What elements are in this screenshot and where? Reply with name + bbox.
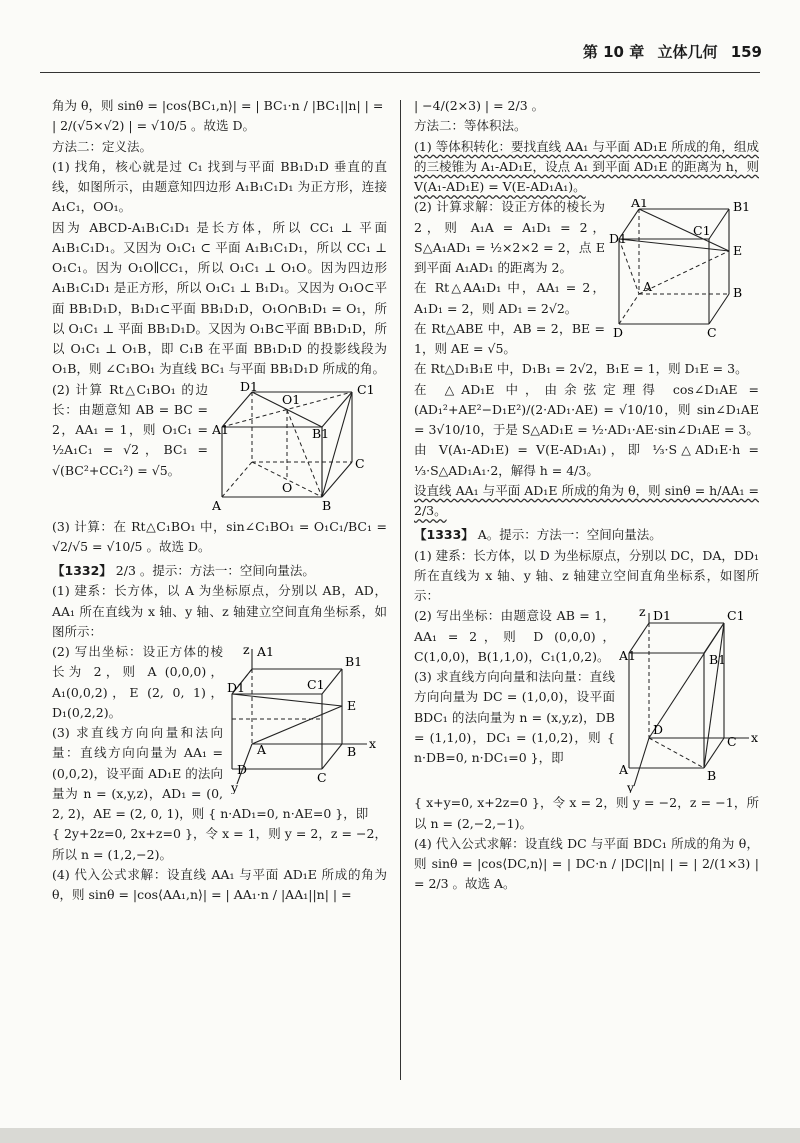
svg-text:x: x — [369, 736, 377, 751]
svg-text:C: C — [355, 455, 365, 471]
text-line: 在 Rt△AA₁D₁ 中，AA₁ = 2，A₁D₁ = 2，则 AD₁ = 2√2。 — [414, 280, 605, 316]
text-line: 在 Rt△D₁B₁E 中，D₁B₁ = 2√2，B₁E = 1，则 D₁E = 3。 — [414, 361, 748, 377]
svg-text:C1: C1 — [693, 223, 711, 239]
svg-text:y: y — [231, 780, 239, 794]
svg-text:B: B — [707, 768, 717, 784]
svg-text:A: A — [212, 497, 222, 513]
cube-figure-2 — [609, 199, 759, 344]
text-line: 设直线 AA₁ 与平面 AD₁E 所成的角为 θ，则 sinθ = h/AA₁ = 2/3。 — [414, 482, 759, 518]
problem-number: 【1333】 — [414, 527, 474, 543]
svg-text:A: A — [257, 742, 267, 757]
svg-text:C1: C1 — [357, 381, 375, 397]
text-line: (2) 写出坐标：由题意设 AB = 1，AA₁ = 2，则 D (0,0,0)，C(1,0,0)，B(1,1,0)，C₁(1,0,2)。 — [414, 608, 615, 664]
svg-text:C: C — [707, 325, 717, 341]
cuboid-figure-1 — [212, 382, 387, 517]
svg-text:B1: B1 — [312, 425, 330, 441]
svg-text:A: A — [643, 279, 653, 295]
figure-cube-2-wrap — [609, 199, 759, 344]
svg-text:A1: A1 — [257, 644, 274, 659]
svg-text:y: y — [627, 780, 635, 794]
text-line: (2) 写出坐标：设正方体的棱长为 2，则 A (0,0,0)，A₁(0,0,2)，E (2, 0, 1)，D₁(0,2,2)。 — [52, 644, 223, 720]
svg-text:D1: D1 — [240, 381, 258, 394]
svg-text:A1: A1 — [631, 199, 648, 211]
svg-text:E: E — [733, 243, 743, 259]
svg-text:D1: D1 — [227, 680, 245, 695]
text-line: (1) 找角，核心就是过 C₁ 找到与平面 BB₁D₁D 垂直的直线，如图所示，由题意知四边形 A₁B₁C₁D₁ 为正方形，连接 A₁C₁，OO₁。 — [52, 158, 387, 215]
text-line: (3) 计算：在 Rt△C₁BO₁ 中，sin∠C₁BO₁ = O₁C₁/BC₁ = √2/√5 = √10/5 。故选 D。 — [52, 518, 387, 554]
cube-figure-1332 — [227, 644, 387, 794]
figure-cuboid-1333-wrap — [619, 608, 759, 793]
text-line: 角为 θ，则 sinθ = |cos⟨BC₁,n⟩| = | BC₁·n / |BC₁||n| | = — [52, 98, 384, 113]
svg-text:x: x — [751, 730, 759, 746]
svg-text:z: z — [243, 644, 250, 657]
cuboid-figure-1333 — [619, 608, 759, 793]
svg-text:A1: A1 — [212, 421, 229, 437]
text-line: 由 V(A₁-AD₁E) = V(E-AD₁A₁)，即 ⅓·S△AD₁E·h = ⅓·S△AD₁A₁·2，解得 h = 4/3。 — [414, 442, 759, 478]
svg-text:D: D — [653, 722, 664, 738]
figure-cuboid-1-wrap — [212, 382, 387, 517]
svg-text:D1: D1 — [653, 608, 671, 624]
svg-text:C: C — [317, 770, 327, 785]
right-column — [414, 96, 759, 895]
text-line: { x+y=0, x+2z=0 }，令 x = 2，则 y = −2，z = −1，所以 n = (2,−2,−1)。 — [414, 795, 759, 831]
svg-text:A: A — [619, 762, 629, 778]
page-header — [575, 40, 762, 64]
text-line: A。提示：方法一：空间向量法。 — [477, 527, 662, 543]
svg-text:C: C — [727, 734, 737, 750]
svg-text:O1: O1 — [282, 391, 301, 407]
svg-text:O: O — [282, 479, 293, 495]
svg-text:B1: B1 — [733, 199, 751, 215]
text-line: 在 Rt△ABE 中，AB = 2，BE = 1，则 AE = √5。 — [414, 320, 605, 356]
text-line: (3) 求直线方向向量和法向量：直线方向向量为 AA₁ = (0,0,2)，设平面 AD₁E 的法向量为 n = (x,y,z)，AD₁ = (0, 2, 2)，AE = (2, 0, 1)，则 { n·AD₁=0, n·AE=0 }，即 — [52, 725, 369, 821]
svg-text:B: B — [733, 285, 743, 301]
svg-text:C1: C1 — [727, 608, 745, 624]
chapter-title: 立体几何 — [657, 43, 718, 61]
text-line: (2) 计算 Rt△C₁BO₁ 的边长：由题意知 AB = BC = 2，AA₁ = 1，则 O₁C₁ = ½A₁C₁ = √2，BC₁ = √(BC²+CC₁²) = √5。 — [52, 381, 208, 478]
text-line: (1) 等体积转化：要找直线 AA₁ 与平面 AD₁E 所成的角，组成的三棱锥为 A₁-AD₁E，设点 A₁ 到平面 AD₁E 的距离为 h，则 V(A₁-AD₁E) = V(E-AD₁A₁)。 — [414, 138, 759, 194]
scan-edge-shade — [0, 1128, 800, 1143]
svg-text:B1: B1 — [709, 652, 727, 668]
text-line: 方法二：等体积法。 — [414, 118, 527, 134]
svg-text:z: z — [639, 608, 646, 620]
svg-text:B1: B1 — [345, 654, 363, 669]
text-line: (1) 建系：长方体，以 D 为坐标原点，分别以 DC，DA，DD₁ 所在直线为 x 轴、y 轴、z 轴建立空间直角坐标系，如图所示： — [414, 547, 759, 603]
text-line: (3) 求直线方向向量和法向量：直线方向向量为 DC = (1,0,0)，设平面 BDC₁ 的法向量为 n = (x,y,z)，DB = (1,1,0)，DC₁ = (1,0,2)，则 { n·DB=0, n·DC₁=0 }，即 — [414, 669, 615, 765]
svg-text:E: E — [347, 698, 357, 713]
text-line: 在 △AD₁E 中，由余弦定理得 cos∠D₁AE = (AD₁²+AE²−D₁E²)/(2·AD₁·AE) = √10/10，则 sin∠D₁AE = 3√10/10，于是 S△AD₁E = ½·AD₁·AE·sin∠D₁AE = 3。 — [414, 381, 759, 437]
figure-cube-1332-wrap — [227, 644, 387, 794]
text-line: (1) 建系：长方体，以 A 为坐标原点，分别以 AB，AD，AA₁ 所在直线为 x 轴、y 轴、z 轴建立空间直角坐标系，如图所示： — [52, 583, 387, 639]
text-line: { 2y+2z=0, 2x+z=0 }，令 x = 1，则 y = 2，z = −2，所以 n = (1,2,−2)。 — [52, 826, 387, 862]
chapter-label: 第 10 章 — [582, 43, 645, 61]
text-line: 方法二：定义法。 — [52, 138, 153, 154]
svg-text:D1: D1 — [609, 231, 627, 247]
svg-text:D: D — [237, 762, 248, 777]
text-line: 2/3 。提示：方法一：空间向量法。 — [115, 563, 315, 578]
text-line: | 2/(√5×√2) | = √10/5 。故选 D。 — [52, 118, 256, 134]
svg-text:A1: A1 — [619, 648, 636, 664]
text-line: (2) 计算求解：设正方体的棱长为 2，则 A₁A = A₁D₁ = 2，S△A₁AD₁ = ½×2×2 = 2，点 E 到平面 A₁AD₁ 的距离为 2。 — [414, 199, 605, 275]
svg-text:D: D — [613, 325, 624, 341]
problem-1333 — [414, 525, 759, 545]
problem-number: 【1332】 — [52, 563, 112, 578]
text-line: (4) 代入公式求解：设直线 DC 与平面 BDC₁ 所成的角为 θ，则 sinθ = |cos⟨DC,n⟩| = | DC·n / |DC||n| | = | 2/(1×3) | = 2/3 。故选 A。 — [414, 835, 759, 892]
page-number: 159 — [730, 43, 762, 61]
text-line: (4) 代入公式求解：设直线 AA₁ 与平面 AD₁E 所成的角为 θ，则 sinθ = |cos⟨AA₁,n⟩| = | AA₁·n / |AA₁||n| | = — [52, 866, 387, 902]
left-column — [52, 96, 387, 905]
svg-text:B: B — [322, 497, 332, 513]
svg-text:B: B — [347, 744, 357, 759]
column-divider — [400, 100, 401, 1080]
text-line: | −4/(2×3) | = 2/3 。 — [414, 98, 545, 113]
svg-text:C1: C1 — [307, 677, 325, 692]
header-rule — [40, 72, 760, 73]
problem-1332 — [52, 561, 387, 581]
text-line: 因为 ABCD-A₁B₁C₁D₁ 是长方体，所以 CC₁ ⊥ 平面 A₁B₁C₁D₁。又因为 O₁C₁ ⊂ 平面 A₁B₁C₁D₁，所以 CC₁ ⊥ O₁C₁。因为 O₁O∥CC₁，所以 O₁C₁ ⊥ O₁O。因为四边形 A₁B₁C₁D₁ 是正方形，所以 O₁C₁ ⊥ B₁D₁。又因为 O₁O⊂平面 BB₁D₁D，B₁D₁⊂平面 BB₁D₁D，O₁O∩B₁D₁ = O₁，所以 O₁C₁ ⊥ 平面 BB₁D₁D。又因为 O₁B⊂平面 BB₁D₁D，所以 O₁C₁ ⊥ O₁B，即 C₁B 在平面 BB₁D₁D 的投影线段为 O₁B，则 ∠C₁BO₁ 为直线 BC₁ 与平面 BB₁D₁D 所成的角。 — [52, 219, 387, 377]
